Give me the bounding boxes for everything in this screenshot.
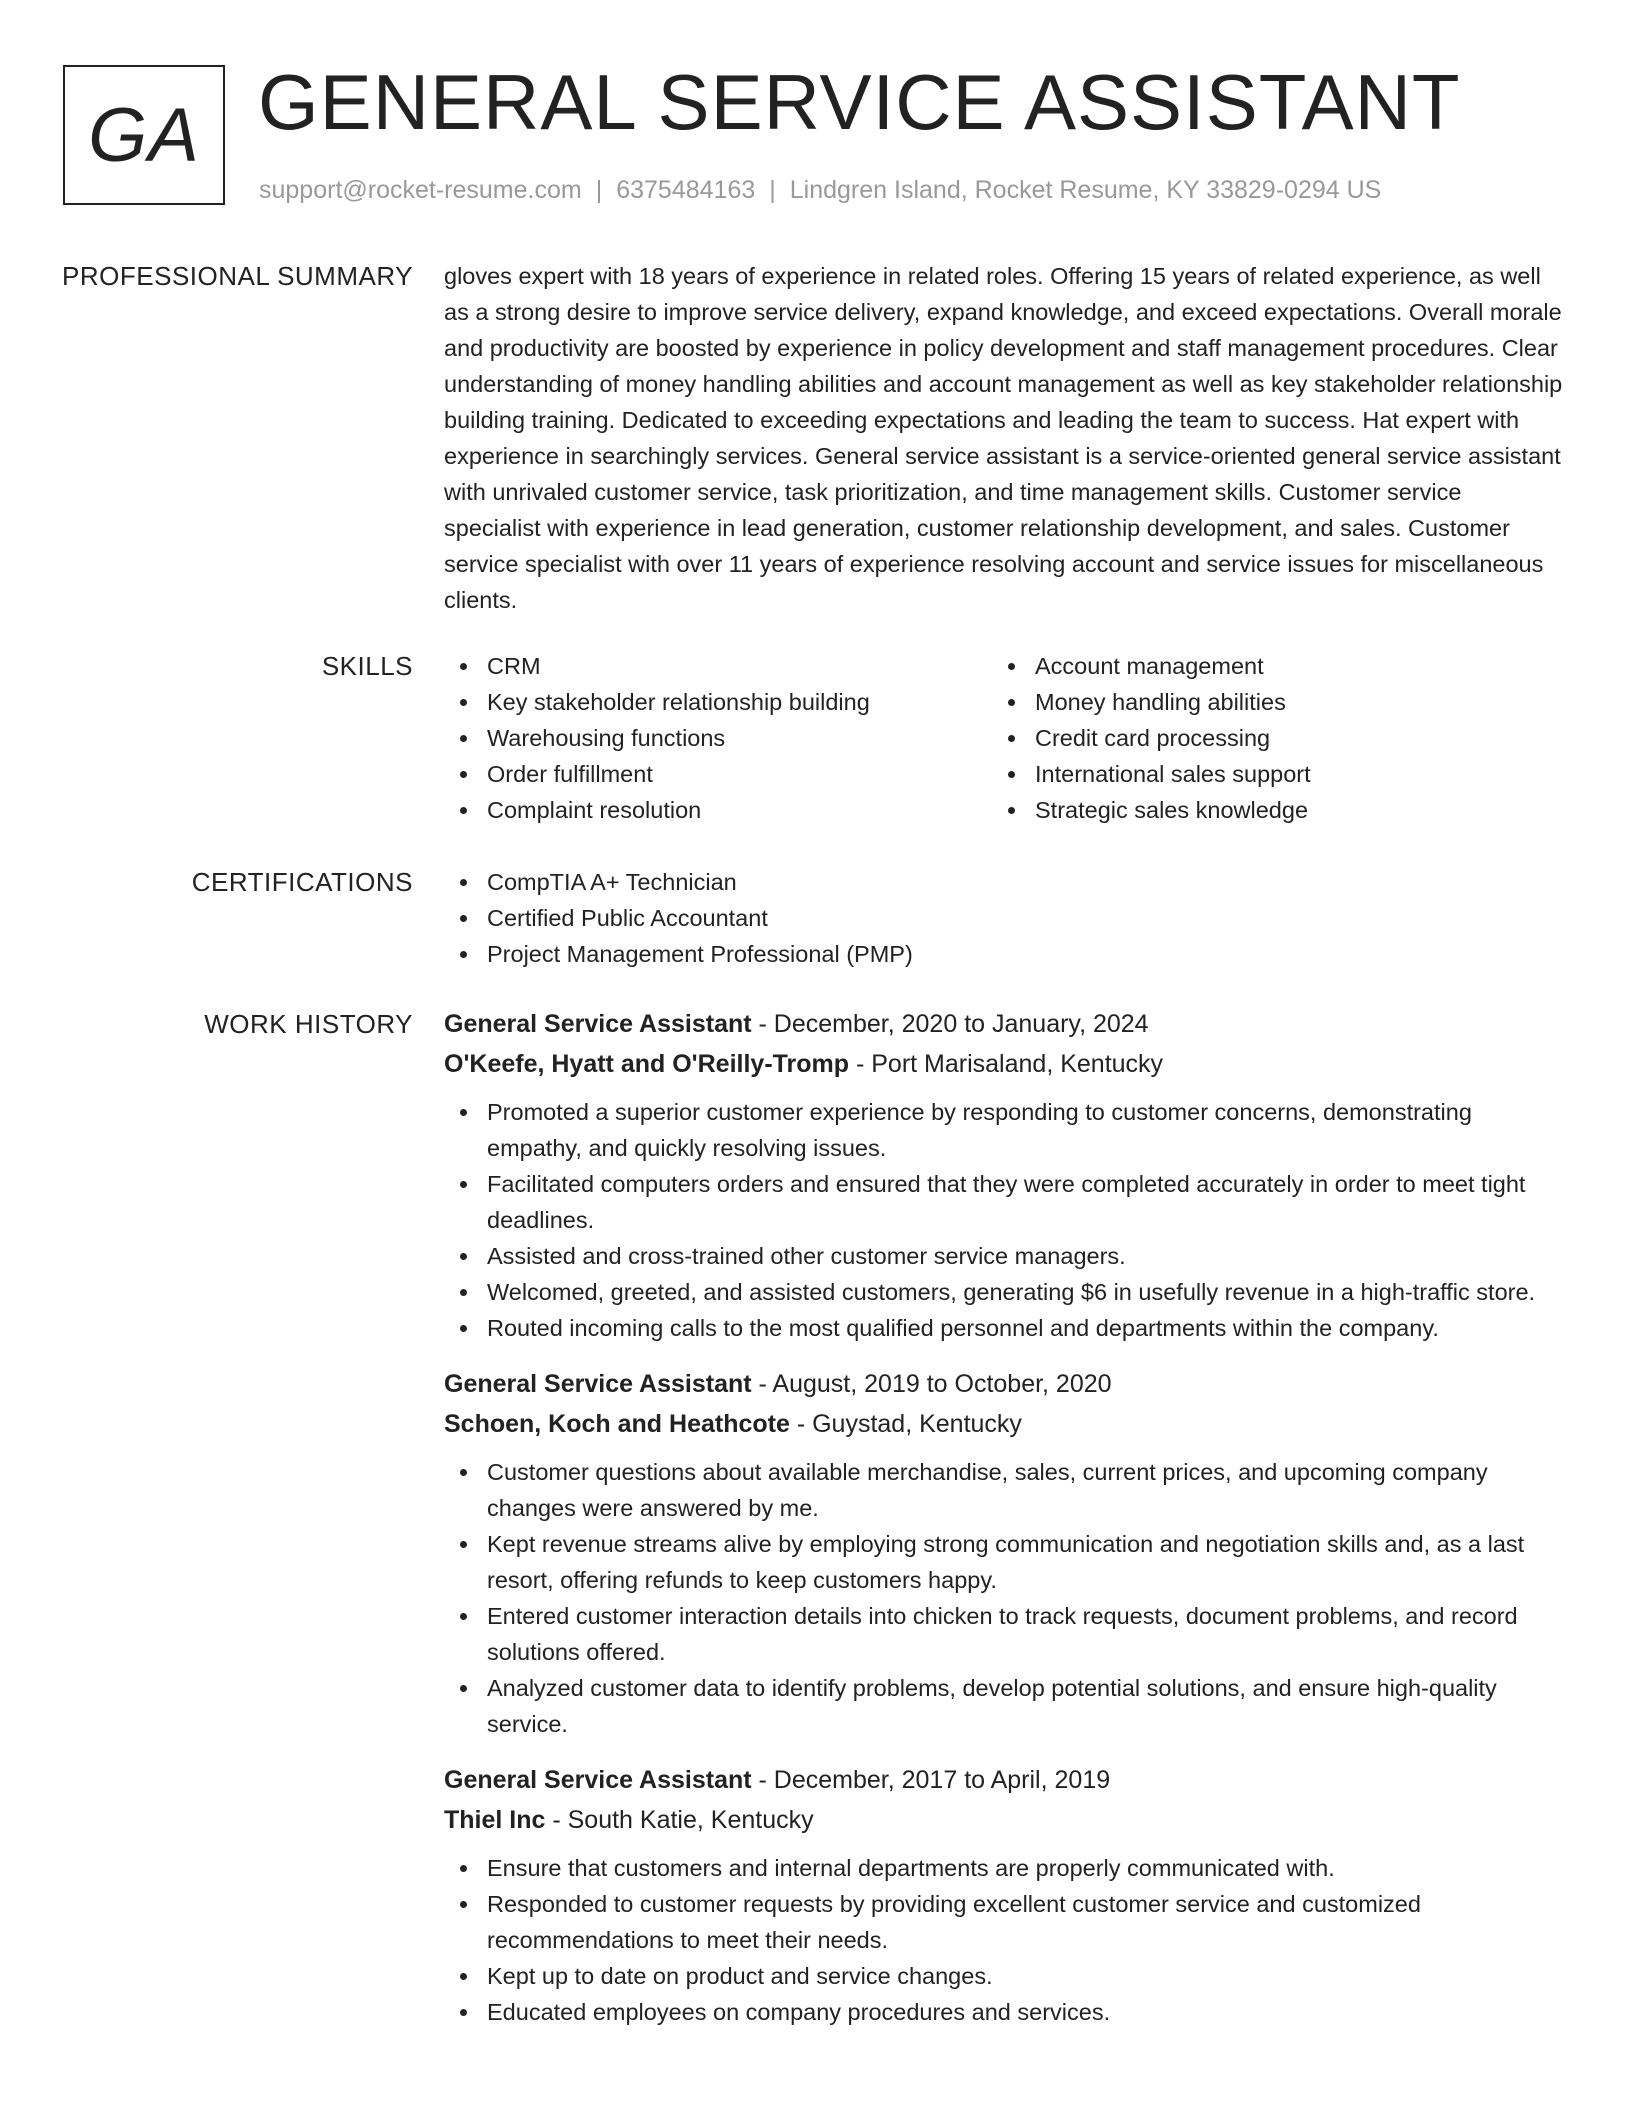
job-title: General Service Assistant	[444, 1370, 752, 1398]
job-company: Thiel Inc	[444, 1806, 546, 1834]
skill-item: Strategic sales knowledge	[992, 792, 1540, 828]
job-location: - Port Marisaland, Kentucky	[849, 1050, 1164, 1078]
job-title: General Service Assistant	[444, 1010, 752, 1038]
job-dates: - December, 2017 to April, 2019	[751, 1766, 1111, 1794]
job-company: O'Keefe, Hyatt and O'Reilly-Tromp	[444, 1050, 850, 1078]
skill-item: Complaint resolution	[444, 792, 992, 828]
certification-item: CompTIA A+ Technician	[444, 864, 1564, 900]
monogram-box	[63, 65, 225, 205]
job-entry	[444, 1364, 1564, 1742]
section-label-skills: SKILLS	[321, 651, 413, 681]
skill-item: Credit card processing	[992, 720, 1540, 756]
job-bullet: Facilitated computers orders and ensured that they were completed accurately in order to meet tight deadlines.	[444, 1166, 1564, 1238]
job-company-line	[444, 1800, 1564, 1840]
job-bullet: Assisted and cross-trained other customer service managers.	[444, 1238, 1564, 1274]
page-title: GENERAL SERVICE ASSISTANT	[258, 58, 1461, 146]
job-bullet: Promoted a superior customer experience by responding to customer concerns, demonstrating empathy, and quickly resolving issues.	[444, 1094, 1564, 1166]
contact-address: Lindgren Island, Rocket Resume, KY 33829-0294 US	[789, 176, 1382, 204]
contact-line	[259, 172, 1381, 208]
job-company-line	[444, 1404, 1564, 1444]
contact-phone[interactable]: 6375484163	[616, 176, 756, 204]
job-entry	[444, 1760, 1564, 2030]
job-entry	[444, 1004, 1564, 1346]
job-bullet: Routed incoming calls to the most qualified personnel and departments within the company.	[444, 1310, 1564, 1346]
job-bullets	[444, 1094, 1564, 1346]
skills-column-right	[992, 648, 1540, 828]
contact-separator: |	[769, 176, 776, 204]
job-bullets	[444, 1454, 1564, 1742]
certification-item: Certified Public Accountant	[444, 900, 1564, 936]
certification-item: Project Management Professional (PMP)	[444, 936, 1564, 972]
job-title-line	[444, 1760, 1564, 1800]
job-bullet: Customer questions about available merchandise, sales, current prices, and upcoming company changes were answered by me.	[444, 1454, 1564, 1526]
job-dates: - December, 2020 to January, 2024	[751, 1010, 1149, 1038]
section-label-work-history: WORK HISTORY	[204, 1009, 413, 1039]
job-location: - South Katie, Kentucky	[545, 1806, 814, 1834]
skill-item: Key stakeholder relationship building	[444, 684, 992, 720]
skills-column-left	[444, 648, 992, 828]
summary-text: gloves expert with 18 years of experience in related roles. Offering 15 years of related experience, as well as a strong desire to improve service delivery, expand knowledge, and exceed expectations. Overall morale and productivity are boosted by experience in policy development and staff management procedures. Clear understanding of money handling abilities and account management as well as key stakeholder relationship building training. Dedicated to exceeding expectations and leading the team to success. Hat expert with experience in searchingly services. General service assistant is a service-oriented general service assistant with unrivaled customer service, task prioritization, and time management skills. Customer service specialist with experience in lead generation, customer relationship development, and sales. Customer service specialist with over 11 years of experience resolving account and service issues for miscellaneous clients.	[444, 263, 1563, 613]
contact-separator: |	[595, 176, 603, 204]
skill-item: Order fulfillment	[444, 756, 992, 792]
section-label-summary: PROFESSIONAL SUMMARY	[62, 261, 413, 291]
job-bullet: Responded to customer requests by providing excellent customer service and customized recommendations to meet their needs.	[444, 1886, 1564, 1958]
job-bullet: Educated employees on company procedures and services.	[444, 1994, 1564, 2030]
skill-item: CRM	[444, 648, 992, 684]
section-label-certifications: CERTIFICATIONS	[191, 867, 413, 897]
skill-item: Account management	[992, 648, 1540, 684]
job-bullets	[444, 1850, 1564, 2030]
monogram-initials: GA	[88, 92, 200, 178]
job-company: Schoen, Koch and Heathcote	[444, 1410, 790, 1438]
job-bullet: Analyzed customer data to identify problems, develop potential solutions, and ensure high-quality service.	[444, 1670, 1564, 1742]
skills-list	[444, 648, 1564, 828]
job-location: - Guystad, Kentucky	[789, 1410, 1022, 1438]
work-history-list	[444, 1004, 1564, 2048]
job-bullet: Entered customer interaction details into chicken to track requests, document problems, and record solutions offered.	[444, 1598, 1564, 1670]
job-bullet: Kept revenue streams alive by employing strong communication and negotiation skills and, as a last resort, offering refunds to keep customers happy.	[444, 1526, 1564, 1598]
job-bullet: Ensure that customers and internal departments are properly communicated with.	[444, 1850, 1564, 1886]
job-title: General Service Assistant	[444, 1766, 752, 1794]
job-title-line	[444, 1364, 1564, 1404]
job-bullet: Kept up to date on product and service changes.	[444, 1958, 1564, 1994]
skill-item: International sales support	[992, 756, 1540, 792]
skill-item: Warehousing functions	[444, 720, 992, 756]
job-bullet: Welcomed, greeted, and assisted customers, generating $6 in usefully revenue in a high-traffic store.	[444, 1274, 1564, 1310]
skill-item: Money handling abilities	[992, 684, 1540, 720]
job-company-line	[444, 1044, 1564, 1084]
contact-email[interactable]: support@rocket-resume.com	[259, 176, 582, 204]
certifications-list	[444, 864, 1564, 972]
job-dates: - August, 2019 to October, 2020	[751, 1370, 1112, 1398]
job-title-line	[444, 1004, 1564, 1044]
